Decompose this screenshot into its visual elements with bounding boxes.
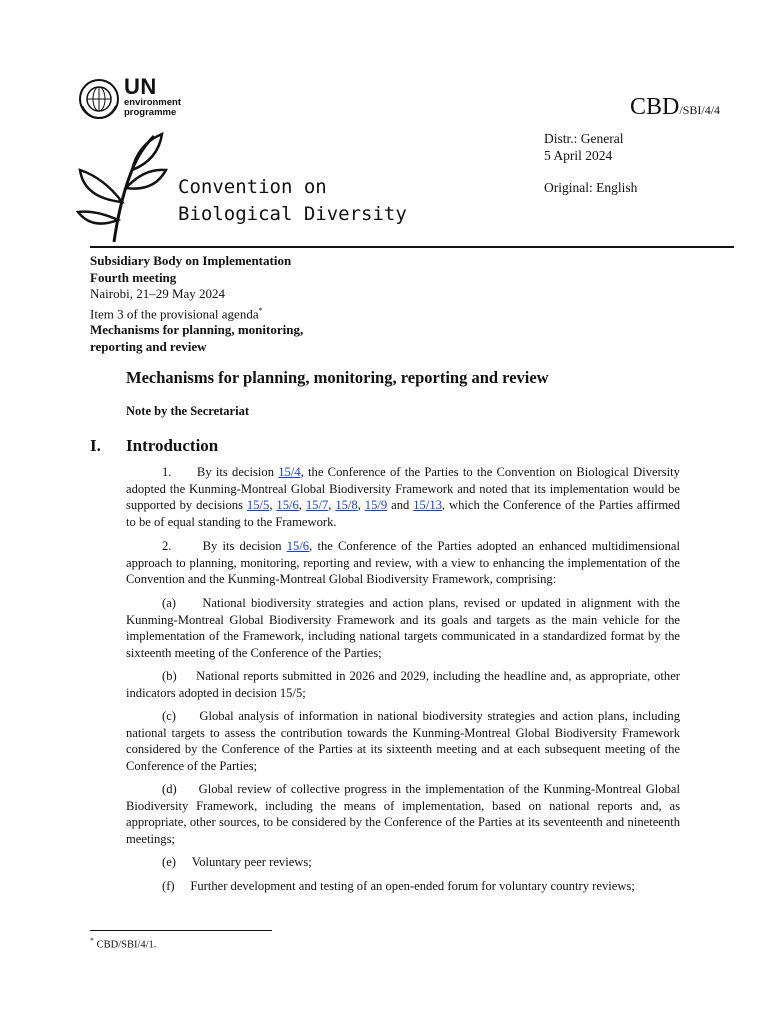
date-line: 5 April 2024 [544, 148, 613, 163]
decision-link-15-7[interactable]: 15/7 [305, 498, 329, 512]
section-number: I. [90, 436, 101, 455]
list-item-f: (f) Further development and testing of an open-ended forum for voluntary country reviews; [162, 879, 635, 893]
distr-line: Distr.: General [544, 131, 624, 146]
section-title: Introduction [126, 436, 219, 455]
agenda-title-2: reporting and review [90, 338, 207, 354]
decision-link-15-6-p2[interactable]: 15/6 [286, 539, 310, 553]
document-symbol [630, 94, 720, 121]
decision-link-15-4[interactable]: 15/4 [278, 465, 301, 479]
document-title: Mechanisms for planning, monitoring, reporting and review [126, 368, 549, 387]
cbd-leaf-logo-icon [74, 130, 169, 245]
un-text: UN [124, 74, 157, 99]
cbd-name [178, 174, 407, 228]
decision-link-15-9[interactable]: 15/9 [364, 498, 388, 512]
distribution-block [544, 130, 623, 164]
list-item-b: (b) National reports submitted in 2026 and 2029, including the headline and, as appropriate, other indicators adopted in decision 15/5; [126, 669, 680, 700]
decision-link-15-8[interactable]: 15/8 [335, 498, 358, 512]
list-item-e: (e) Voluntary peer reviews; [162, 855, 312, 869]
cbd-line2: Biological Diversity [178, 203, 407, 225]
footnote [90, 936, 156, 951]
footnote-rule [90, 930, 272, 931]
un-sub1: environment [124, 97, 182, 108]
agenda-title-1: Mechanisms for planning, monitoring, [90, 322, 304, 338]
document-note: Note by the Secretariat [126, 404, 249, 418]
header-rule [90, 246, 734, 248]
meeting-name: Fourth meeting [90, 269, 177, 285]
symbol-suffix: /SBI/4/4 [679, 103, 721, 117]
decision-link-15-5[interactable]: 15/5 [246, 498, 270, 512]
agenda-footnote-mark: * [258, 305, 263, 315]
un-wordmark [124, 76, 181, 118]
paragraph-1: 1. By its decision 15/4, the Conference of the Parties to the Convention on Biological Diversity adopted the Kunming-Montreal Global Biodiversity Framework and noted that its implementation would be supported by decisions 15/5, 15/6, 15/7, 15/8, 15/9 and 15/13, which the Conference of the Parties affirmed to be of equal standing to the Framework. [126, 465, 681, 529]
list-item-d: (d) Global review of collective progress in the implementation of the Kunming-Montreal Global Biodiversity Framework, including the means of implementation, based on national reports and, as appropriate, other sources, to be considered by the Conference of the Parties at its seventeenth and nineteenth meetings; [126, 782, 680, 846]
meeting-meta [90, 253, 303, 355]
cbd-line1: Convention on [178, 176, 327, 198]
footnote-mark: * [90, 936, 94, 945]
list-item-c: (c) Global analysis of information in national biodiversity strategies and action plans, including national targets to assess the contribution towards the Kunming-Montreal Global Biodiversity Framework considered by the Conference of the Parties at its sixteenth meeting and at each subsequent meeting of the Conference of the Parties; [126, 709, 680, 773]
agenda-item: Item 3 of the provisional agenda* [90, 305, 263, 321]
un-sub2: programme [124, 107, 177, 118]
decision-link-15-13[interactable]: 15/13 [413, 498, 442, 512]
meeting-place: Nairobi, 21–29 May 2024 [90, 286, 226, 301]
original-language: Original: English [544, 180, 638, 195]
symbol-main: CBD [630, 94, 680, 120]
paragraph-2: 2. By its decision 15/6, the Conference of the Parties adopted an enhanced multidimensional approach to planning, monitoring, reporting and review, with a view to enhancing the implementation of the Convention and the Kunming-Montreal Global Biodiversity Framework, comprising: [126, 539, 680, 586]
decision-link-15-6[interactable]: 15/6 [276, 498, 299, 512]
body-name: Subsidiary Body on Implementation [90, 253, 292, 268]
list-item-a: (a) National biodiversity strategies and action plans, revised or updated in alignment with the Kunming-Montreal Global Biodiversity Framework and its goals and targets as the main vehicle for the implementation of the Framework, including national targets communicated in a standardized format by the sixteenth meeting of the Conference of the Parties; [126, 596, 680, 660]
footnote-text: CBD/SBI/4/1. [94, 939, 157, 951]
un-emblem-icon [78, 78, 120, 120]
